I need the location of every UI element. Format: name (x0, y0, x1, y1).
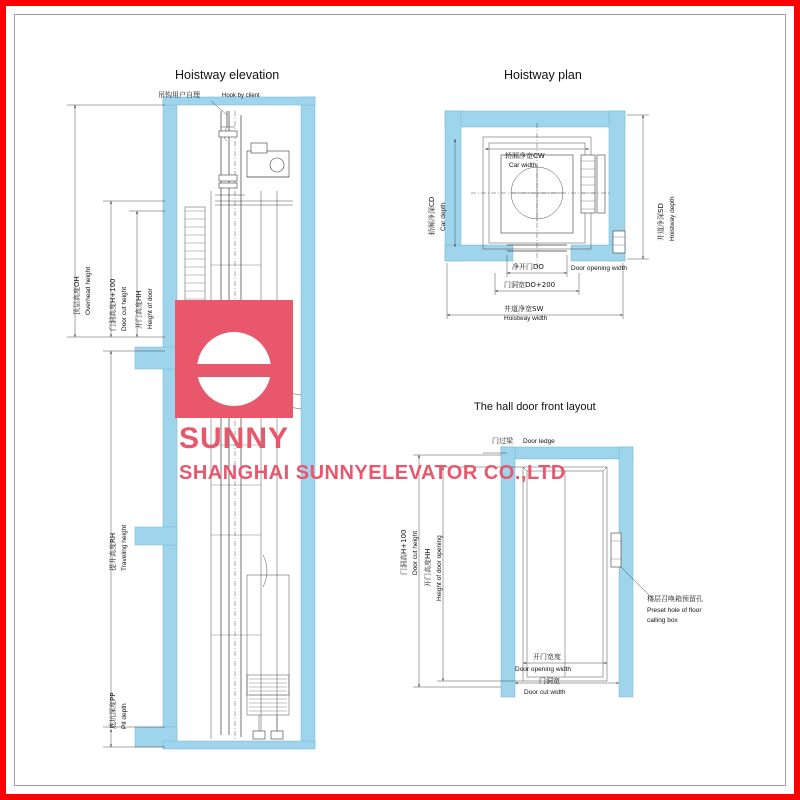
label-pit-depth-cn: 底坑深度PP (109, 692, 117, 729)
label-hook-en: Hook by client (222, 93, 260, 99)
label-door-opening-width-cn: 净开门DO (512, 263, 544, 271)
label-hall-door-cut-width-cn: 门洞宽 (539, 677, 560, 685)
label-door-ledge-en: Door ledge (523, 438, 555, 445)
label-preset-hole-cn: 楼层召唤箱预留孔 (647, 595, 703, 603)
label-hoistway-depth-en: Hoistway depth (669, 196, 676, 241)
label-car-width-en: Car width (509, 162, 537, 169)
label-door-cut-height-en: Door cut height (121, 286, 128, 331)
label-hoistway-width-cn: 井道净宽SW (504, 305, 544, 313)
label-hall-door-cut-height-en: Door cut height (412, 530, 419, 575)
label-hook-cn: 吊钩用户自理 (158, 91, 200, 99)
title-hall-door-layout: The hall door front layout (474, 401, 596, 413)
label-car-depth-cn: 轿厢净深CD (428, 196, 436, 235)
label-traveling-height-en: Traveling height (121, 524, 128, 571)
label-hall-door-opening-height-en: Height of door opening (436, 535, 443, 601)
label-traveling-height-cn: 提升高度RH (109, 532, 117, 571)
label-car-depth-en: Car depth (440, 202, 447, 231)
label-hoistway-depth-cn: 井道净深SD (657, 203, 665, 241)
diagram-canvas (14, 14, 786, 786)
label-hall-door-opening-height-cn: 开门高度HH (424, 548, 432, 587)
label-height-of-door-cn: 开门高度HH (135, 290, 143, 329)
watermark-brand: SUNNY (179, 422, 290, 455)
label-hall-door-cut-height-cn: 门洞高H+100 (400, 529, 408, 575)
label-preset-hole-en-1: Preset hole of floor (647, 607, 702, 614)
label-overhead-height-en: Overhead height (85, 266, 92, 315)
title-hoistway-elevation: Hoistway elevation (175, 68, 280, 82)
label-hall-door-opening-width-cn: 开门宽度 (533, 653, 561, 661)
title-hoistway-plan: Hoistway plan (504, 68, 582, 82)
label-hoistway-width-en: Hoistway width (504, 315, 548, 322)
label-hall-door-cut-width-en: Door cut width (524, 689, 566, 696)
label-door-opening-width-en: Door opening width (571, 265, 628, 272)
label-preset-hole-en-2: calling box (647, 617, 678, 624)
label-door-hole-width-cn: 门洞宽DO+200 (504, 281, 556, 289)
label-height-of-door-en: Height of door (147, 288, 154, 329)
watermark-company: SHANGHAI SUNNYELEVATOR CO.,LTD (179, 462, 566, 484)
label-hall-door-opening-width-en: Door opening width (515, 666, 572, 673)
label-pit-depth-en: Pit depth (121, 703, 128, 729)
label-door-cut-height-cn: 门洞高度H+100 (109, 278, 117, 331)
technical-drawing (15, 15, 786, 786)
label-car-width-cn: 轿厢净宽CW (505, 152, 545, 160)
label-overhead-height-cn: 顶层高度OH (73, 276, 81, 315)
label-door-ledge-cn: 门过梁 (492, 437, 513, 445)
